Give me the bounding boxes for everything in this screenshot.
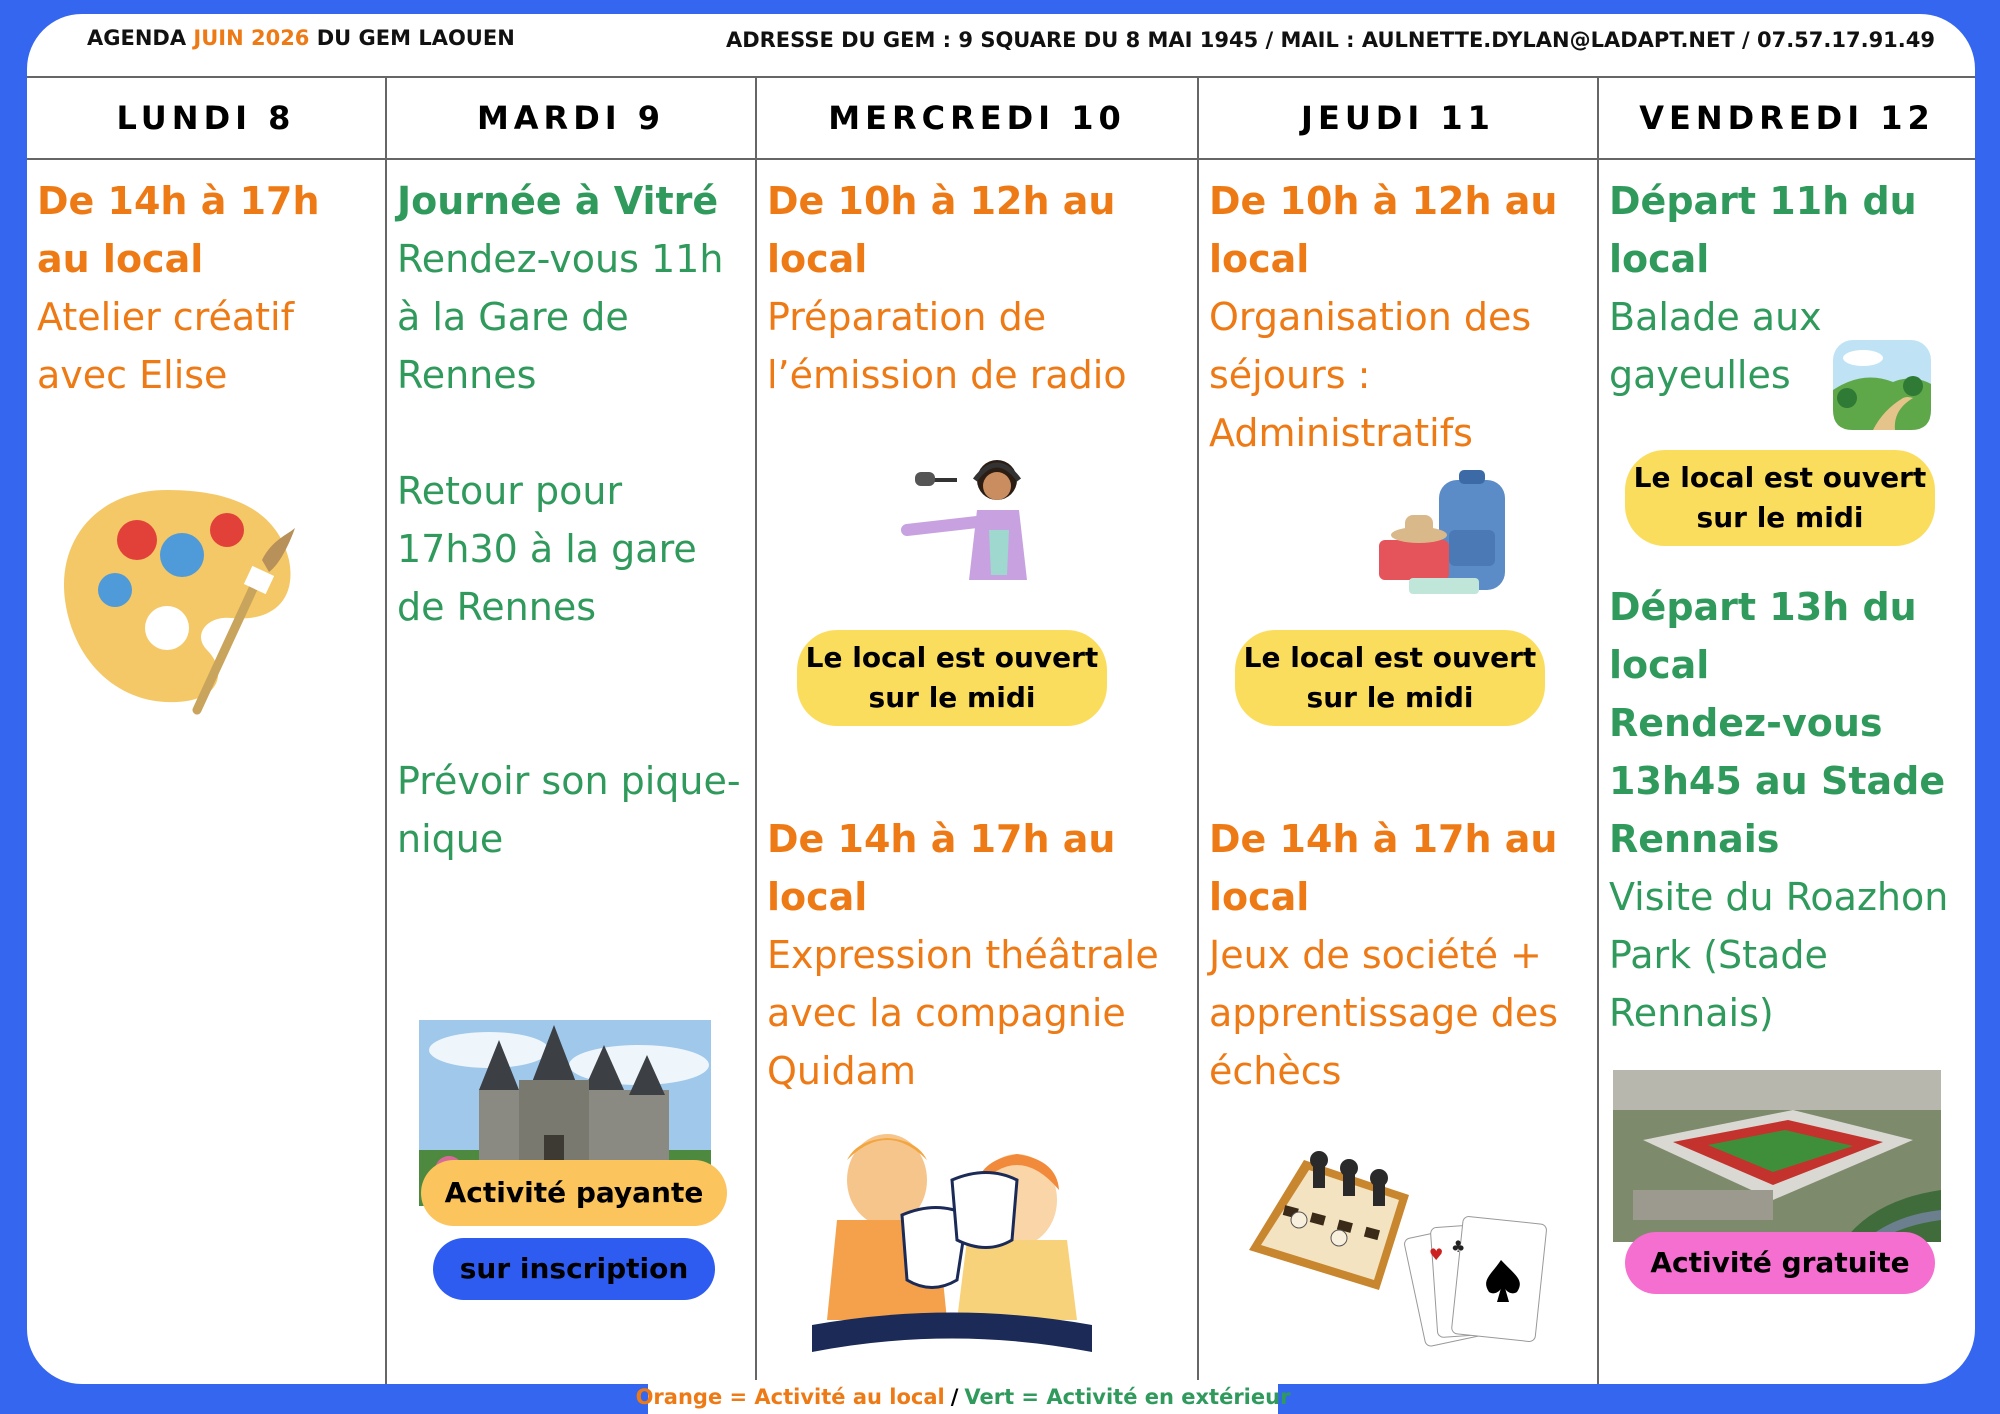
thursday-morning-place: local — [1209, 237, 1310, 281]
wednesday-activity-afternoon — [767, 810, 1189, 1100]
tuesday-line-6: de Rennes — [397, 585, 596, 629]
tuesday-title: Journée à Vitré — [397, 179, 719, 223]
friday-body — [1599, 160, 1975, 1384]
agenda-sheet — [27, 14, 1975, 1384]
palette-icon — [57, 480, 347, 720]
radio-host-icon — [897, 450, 1047, 590]
contact-info: ADRESSE DU GEM : 9 SQUARE DU 8 MAI 1945 / MAIL : AULNETTE.DYLAN@LADAPT.NET / 07.57.17.91.49 — [725, 28, 1935, 52]
midday-open-line-2: sur le midi — [1306, 681, 1474, 714]
park-path-icon — [1833, 340, 1931, 430]
friday-morning-desc-2: gayeulles — [1609, 353, 1791, 397]
thursday-morning-desc-3: Administratifs — [1209, 411, 1473, 455]
thursday-afternoon-desc-1: Jeux de société + — [1209, 933, 1542, 977]
registration-badge: sur inscription — [433, 1238, 715, 1300]
wednesday-afternoon-desc-1: Expression théâtrale — [767, 933, 1159, 977]
day-header-wednesday: MERCREDI 10 — [757, 78, 1197, 160]
day-header-friday: VENDREDI 12 — [1599, 78, 1975, 160]
wednesday-morning-time: De 10h à 12h au — [767, 179, 1116, 223]
thursday-afternoon-time: De 14h à 17h au — [1209, 817, 1558, 861]
monday-place: au local — [37, 237, 204, 281]
svg-text:♥: ♥ — [1429, 1245, 1444, 1264]
wednesday-morning-place: local — [767, 237, 868, 281]
friday-activity-afternoon — [1609, 578, 1967, 1042]
thursday-morning-desc-1: Organisation des — [1209, 295, 1532, 339]
day-header-monday: LUNDI 8 — [27, 78, 385, 160]
friday-afternoon-desc-3: Rennais) — [1609, 991, 1774, 1035]
friday-morning-place: local — [1609, 237, 1710, 281]
free-activity-badge: Activité gratuite — [1625, 1232, 1935, 1294]
luggage-icon — [1379, 470, 1519, 600]
thursday-morning-desc-2: séjours : — [1209, 353, 1371, 397]
monday-activity — [37, 172, 377, 404]
midday-open-line-1: Le local est ouvert — [1243, 641, 1537, 674]
monday-body — [27, 160, 385, 1384]
thursday-activity-morning — [1209, 172, 1589, 462]
color-legend — [635, 1380, 1291, 1414]
agenda-suffix: DU GEM LAOUEN — [316, 26, 515, 50]
friday-afternoon-time: Départ 13h du — [1609, 585, 1917, 629]
day-header-tuesday: MARDI 9 — [387, 78, 755, 160]
chess-cards-icon — [1229, 1120, 1589, 1350]
legend-separator: / — [950, 1385, 959, 1409]
thursday-afternoon-desc-3: échècs — [1209, 1049, 1342, 1093]
paid-activity-badge: Activité payante — [421, 1160, 727, 1226]
legend-orange: Orange = Activité au local — [635, 1385, 945, 1409]
wednesday-afternoon-desc-3: Quidam — [767, 1049, 916, 1093]
midday-open-line-1: Le local est ouvert — [805, 641, 1099, 674]
friday-afternoon-meet-3: Rennais — [1609, 817, 1780, 861]
thursday-activity-afternoon — [1209, 810, 1589, 1100]
midday-open-badge-thursday — [1235, 630, 1545, 726]
wednesday-body — [757, 160, 1197, 1384]
wednesday-morning-desc-1: Préparation de — [767, 295, 1047, 339]
friday-afternoon-meet-1: Rendez-vous — [1609, 701, 1883, 745]
friday-afternoon-place: local — [1609, 643, 1710, 687]
monday-time: De 14h à 17h — [37, 179, 320, 223]
tuesday-line-4: Retour pour — [397, 469, 623, 513]
friday-afternoon-desc-2: Park (Stade — [1609, 933, 1828, 977]
thursday-body — [1199, 160, 1597, 1384]
column-friday — [1599, 78, 1975, 1384]
week-grid — [27, 76, 1975, 1384]
tuesday-line-5: 17h30 à la gare — [397, 527, 697, 571]
monday-desc-1: Atelier créatif — [37, 295, 294, 339]
stadium-photo — [1613, 1070, 1941, 1242]
monday-desc-2: avec Elise — [37, 353, 228, 397]
wednesday-afternoon-place: local — [767, 875, 868, 919]
thursday-afternoon-desc-2: apprentissage des — [1209, 991, 1558, 1035]
agenda-prefix: AGENDA — [87, 26, 187, 50]
tuesday-line-8: nique — [397, 817, 504, 861]
thursday-afternoon-place: local — [1209, 875, 1310, 919]
thursday-morning-time: De 10h à 12h au — [1209, 179, 1558, 223]
tuesday-line-7: Prévoir son pique- — [397, 759, 741, 803]
day-header-thursday: JEUDI 11 — [1199, 78, 1597, 160]
friday-afternoon-desc-1: Visite du Roazhon — [1609, 875, 1949, 919]
agenda-month: JUIN 2026 — [193, 26, 310, 50]
tuesday-line-1: Rendez-vous 11h — [397, 237, 724, 281]
friday-morning-desc-1: Balade aux — [1609, 295, 1822, 339]
column-monday — [27, 78, 387, 1384]
wednesday-morning-desc-2: l’émission de radio — [767, 353, 1127, 397]
column-thursday — [1199, 78, 1599, 1384]
tuesday-line-2: à la Gare de — [397, 295, 629, 339]
column-tuesday — [387, 78, 757, 1384]
agenda-title — [87, 26, 515, 50]
svg-text:♣: ♣ — [1451, 1237, 1466, 1256]
midday-open-badge-friday — [1625, 450, 1935, 546]
theater-masks-icon — [807, 1120, 1097, 1352]
tuesday-activity — [397, 172, 747, 868]
friday-afternoon-meet-2: 13h45 au Stade — [1609, 759, 1946, 803]
wednesday-activity-morning — [767, 172, 1189, 404]
wednesday-afternoon-time: De 14h à 17h au — [767, 817, 1116, 861]
midday-open-line-1: Le local est ouvert — [1633, 461, 1927, 494]
wednesday-afternoon-desc-2: avec la compagnie — [767, 991, 1126, 1035]
tuesday-line-3: Rennes — [397, 353, 537, 397]
midday-open-line-2: sur le midi — [1696, 501, 1864, 534]
legend-green: Vert = Activité en extérieur — [964, 1385, 1291, 1409]
friday-morning-time: Départ 11h du — [1609, 179, 1917, 223]
midday-open-line-2: sur le midi — [868, 681, 1036, 714]
header-bar — [27, 14, 1975, 76]
tuesday-body — [387, 160, 755, 1384]
midday-open-badge-wednesday — [797, 630, 1107, 726]
column-wednesday — [757, 78, 1199, 1384]
